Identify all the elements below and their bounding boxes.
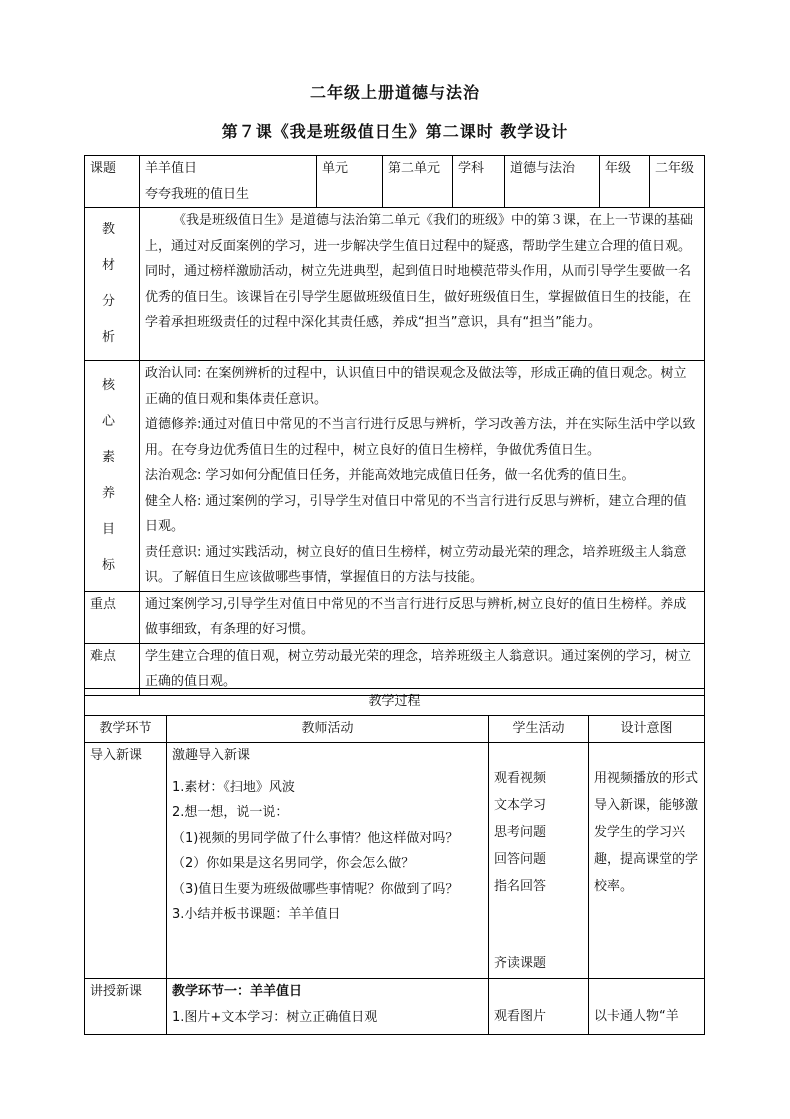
topic-label: 课题 (85, 156, 140, 208)
topic-value-line1: 羊羊值日 (145, 161, 198, 176)
core-goal-item: 责任意识: 通过实践活动，树立良好的值日生榜样，树立劳动最光荣的理念，培养班级主人翁意识。了解值日生应该做哪些事情，掌握值日的方法与技能。 (145, 544, 687, 585)
core-label-line: 目标 (101, 521, 127, 573)
teaching-process-table (84, 688, 705, 1035)
topic-row (85, 156, 705, 208)
core-label-line: 核心 (101, 377, 127, 429)
teacher-activity-line: （1)视频的男同学做了什么事情？他这样做对吗？ (172, 830, 459, 846)
core-goal-item: 道德修养:通过对值日中常见的不当言行进行反思与辨析，学习改善方法，并在实际生活中学以致用。在夸身边优秀值日生的过程中，树立良好的值日生榜样，争做优秀值日生。 (145, 417, 696, 458)
student-activity-line: 齐读课题 (494, 956, 547, 971)
teacher-activity-line: 1.图片+文本学习：树立正确值日观 (172, 1009, 378, 1025)
topic-value (140, 156, 317, 208)
process-heading-row (85, 689, 705, 716)
grade-label: 年级 (600, 156, 650, 208)
student-activity-line: 指名回答 (494, 879, 547, 894)
core-goal-item: 法治观念: 学习如何分配值日任务，并能高效地完成值日任务，做一名优秀的值日生。 (145, 468, 635, 483)
difficulty-text: 学生建立合理的值日观，树立劳动最光荣的理念，培养班级主人翁意识。通过案例的学习，树立正确的值日观。 (140, 643, 705, 695)
subject-value: 道德与法治 (505, 156, 600, 208)
lesson-info-table (84, 155, 705, 696)
process-row-new-lesson (85, 979, 705, 1035)
core-label-line: 素养 (101, 449, 127, 501)
design-intent-cell: 以卡通人物“羊 (589, 979, 705, 1035)
process-column-header-row (85, 716, 705, 743)
unit-label: 单元 (317, 156, 383, 208)
key-point-row (85, 591, 705, 643)
column-header-intent: 设计意图 (589, 716, 705, 743)
teacher-activity-cell (167, 743, 489, 979)
column-header-teacher: 教师活动 (167, 716, 489, 743)
topic-value-line2: 夸夸我班的值日生 (145, 186, 250, 202)
student-activity-cell (489, 743, 589, 979)
design-intent-cell: 用视频播放的形式导入新课，能够激发学生的学习兴趣，提高课堂的学校率。 (589, 743, 705, 979)
subject-label: 学科 (453, 156, 505, 208)
teacher-activity-line: 2.想一想，说一说： (172, 805, 289, 820)
student-activity-cell: 观看图片 (489, 979, 589, 1035)
difficulty-label: 难点 (85, 643, 140, 695)
column-header-stage: 教学环节 (85, 716, 167, 743)
student-activity-line: 文本学习 (494, 798, 547, 813)
teaching-step-heading: 教学环节一：羊羊值日 (172, 984, 303, 999)
core-goal-item: 政治认同: 在案例辨析的过程中，认识值日中的错误观念及做法等，形成正确的值日观念。树立正确的值日观和集体责任意识。 (145, 366, 687, 407)
teacher-activity-line: 激趣导入新课 (172, 748, 251, 763)
stage-cell: 导入新课 (85, 743, 167, 979)
core-goals-text (140, 361, 705, 592)
process-heading: 教学过程 (85, 689, 705, 716)
student-activity-line: 观看视频 (494, 771, 547, 786)
core-goals-label (85, 361, 140, 592)
grade-value: 二年级 (650, 156, 705, 208)
key-point-text: 通过案例学习,引导学生对值日中常见的不当言行进行反思与辨析,树立良好的值日生榜样。养成做事细致，有条理的好习惯。 (140, 591, 705, 643)
analysis-label: 教材分析 (85, 208, 140, 361)
stage-cell: 讲授新课 (85, 979, 167, 1035)
teacher-activity-line: 3.小结并板书课题：羊羊值日 (172, 907, 341, 922)
process-row-intro (85, 743, 705, 979)
unit-value: 第二单元 (383, 156, 453, 208)
teacher-activity-line: 1.素材：《扫地》风波 (172, 779, 295, 795)
analysis-row (85, 208, 705, 361)
column-header-student: 学生活动 (489, 716, 589, 743)
key-point-label: 重点 (85, 591, 140, 643)
student-activity-line: 回答问题 (494, 852, 547, 867)
teacher-activity-line: （2）你如果是这名男同学，你会怎么做？ (172, 856, 415, 871)
document-subtitle: 第７课《我是班级值日生》第二课时 教学设计 (221, 122, 569, 141)
student-activity-line: 思考问题 (494, 825, 547, 840)
teacher-activity-cell (167, 979, 489, 1035)
core-goals-row (85, 361, 705, 592)
document-title: 二年级上册道德与法治 (309, 83, 480, 102)
analysis-text: 《我是班级值日生》是道德与法治第二单元《我们的班级》中的第３课，在上一节课的基础上，通过对反面案例的学习，进一步解决学生值日过程中的疑惑，帮助学生建立合理的值日观。同时，通过榜样激励活动，树立先进典型，起到值日时地模范带头作用，从而引导学生要做一名优秀的值日生。该课旨在引导学生愿做班级值日生，做好班级值日生，掌握做值日生的技能，在学着承担班级责任的过程中深化其责任感，养成“担当”意识，具有“担当”能力。 (140, 208, 705, 361)
core-goal-item: 健全人格: 通过案例的学习，引导学生对值日中常见的不当言行进行反思与辨析，建立合理的值日观。 (145, 493, 687, 534)
teacher-activity-line: （3)值日生要为班级做哪些事情呢？你做到了吗？ (172, 881, 459, 897)
